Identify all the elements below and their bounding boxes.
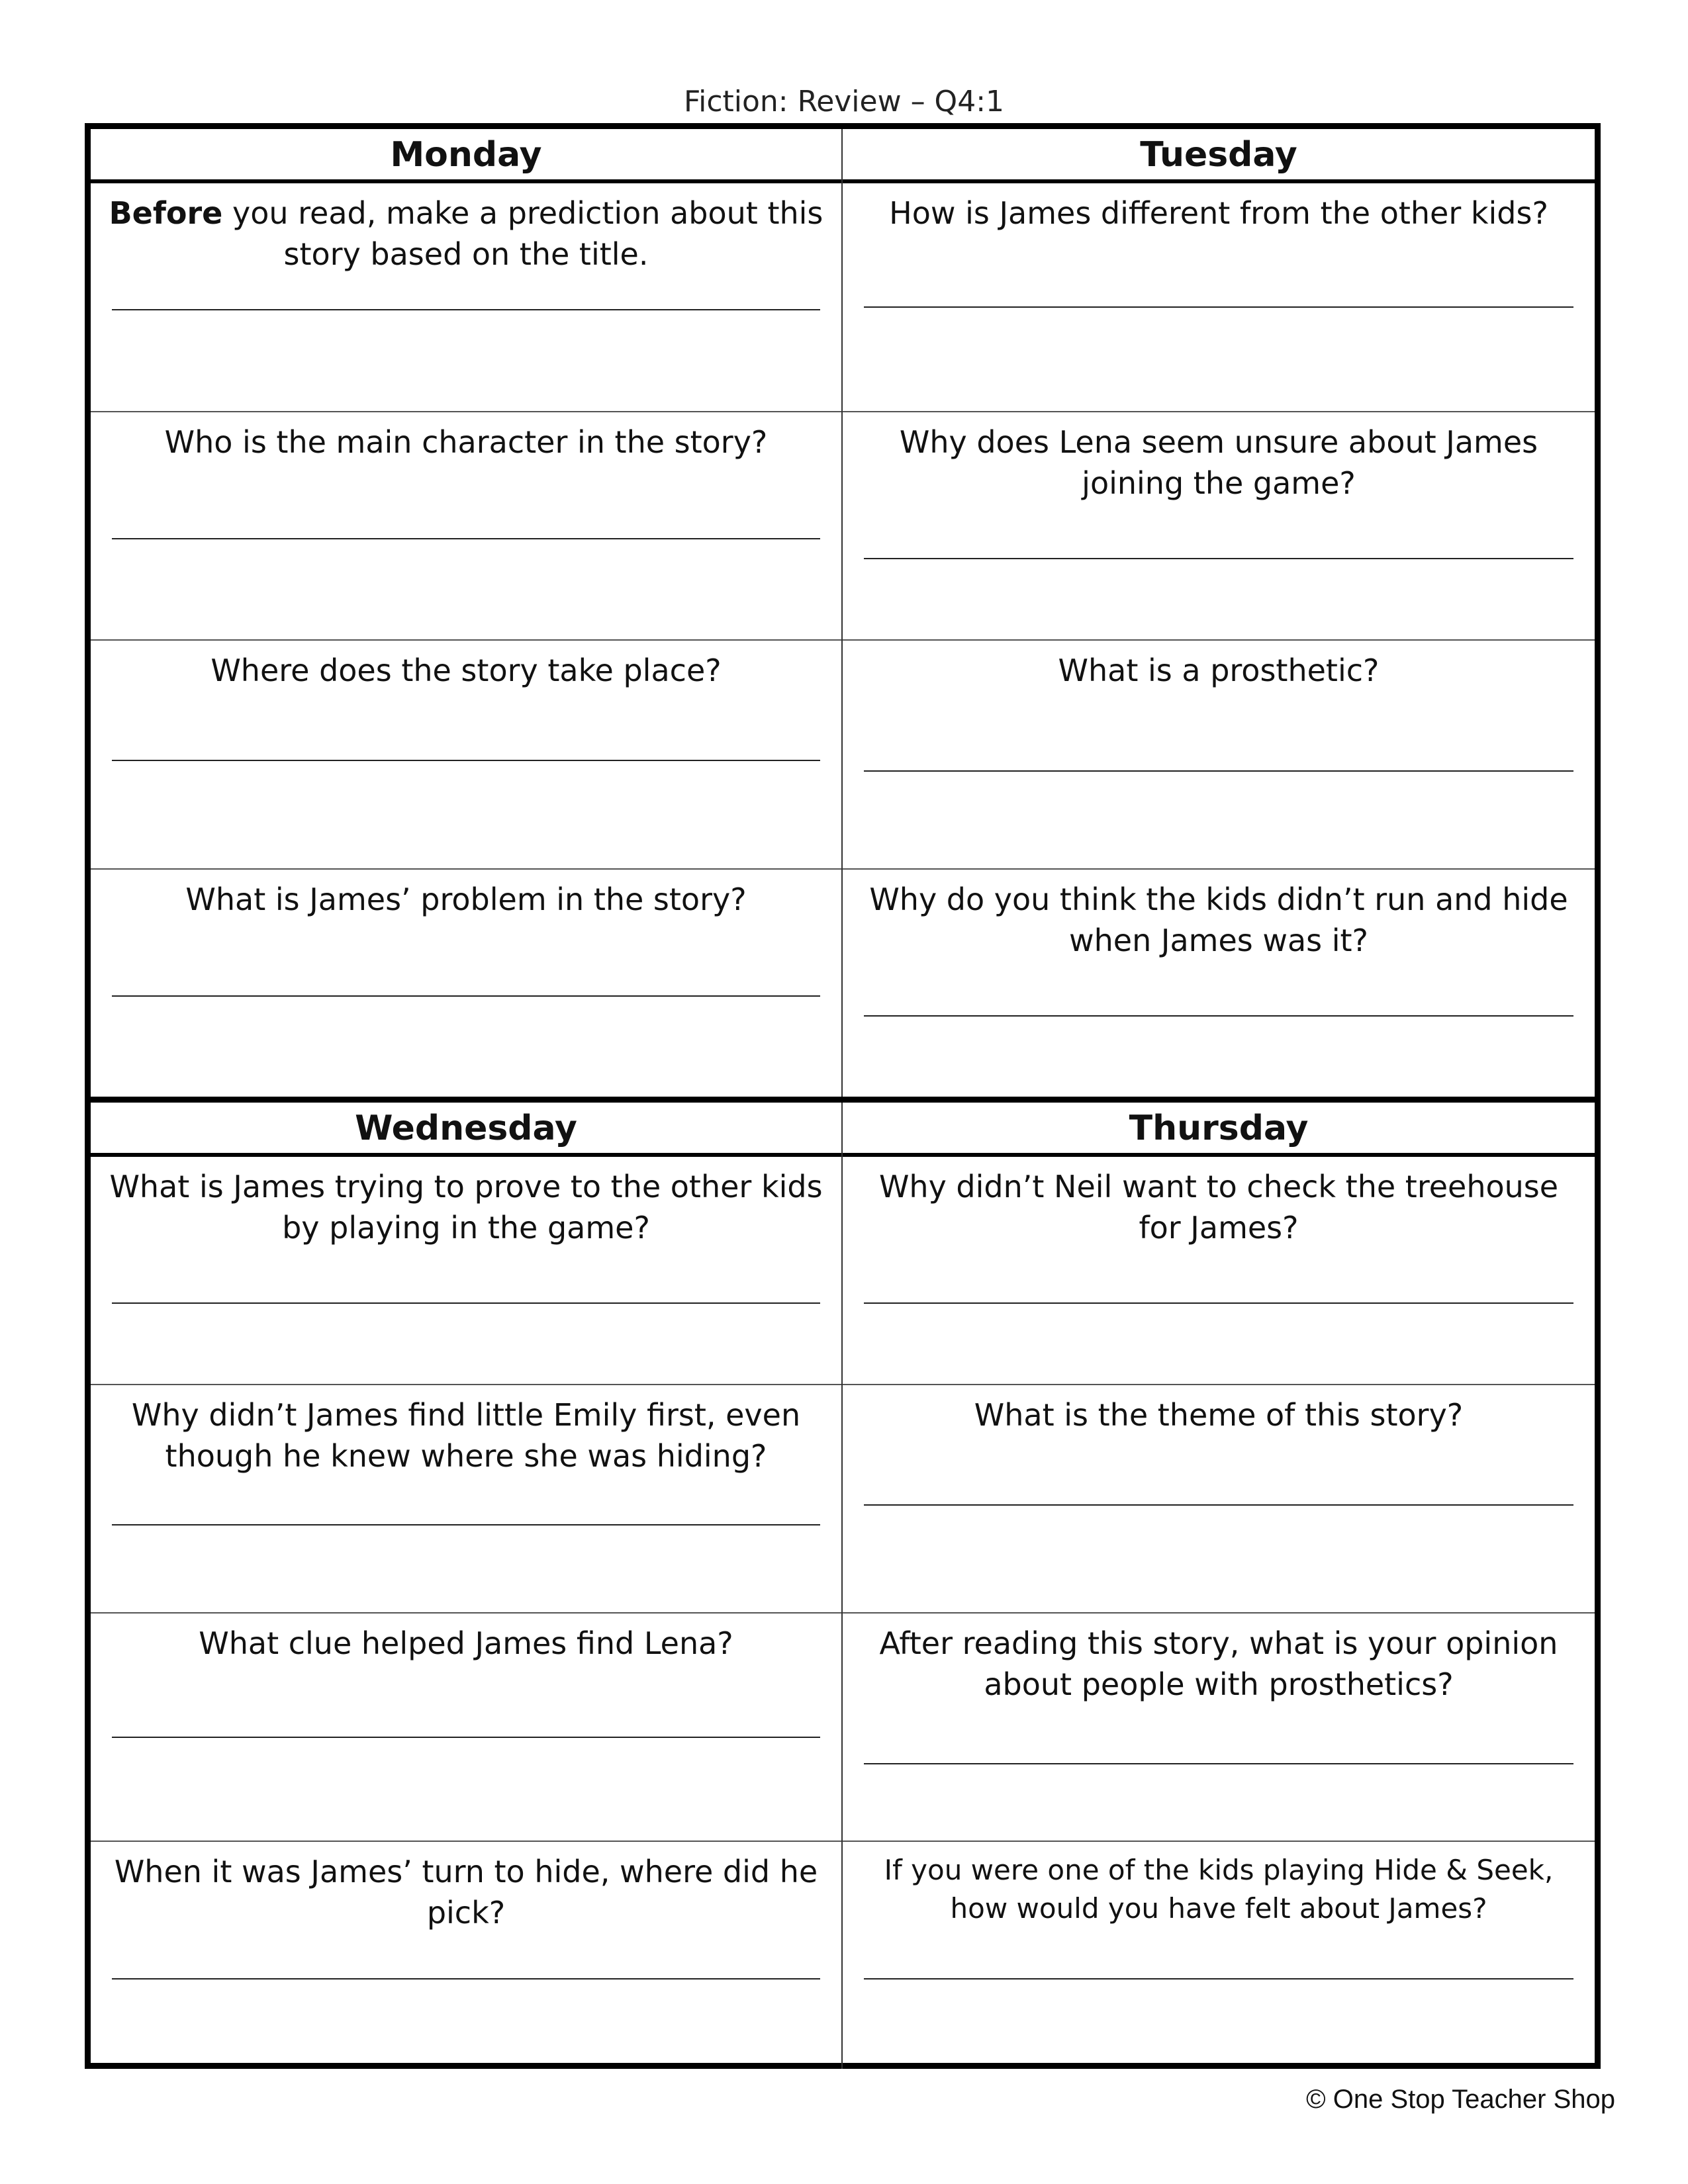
- day-column-monday: [91, 129, 843, 1097]
- question-text: Why does Lena seem unsure about James joining the game?: [899, 424, 1538, 501]
- question-cell: [843, 1842, 1595, 2069]
- day-column-thursday: [843, 1103, 1595, 2069]
- answer-line[interactable]: [112, 309, 820, 310]
- question-cell: [843, 1614, 1595, 1842]
- question-cell: [843, 641, 1595, 870]
- question-cell: [91, 870, 841, 1097]
- question-text: Who is the main character in the story?: [164, 424, 768, 460]
- question-cell: [91, 1614, 841, 1842]
- day-header-tuesday: Tuesday: [843, 129, 1595, 183]
- question-text: What is James trying to prove to the other kids by playing in the game?: [109, 1169, 823, 1246]
- question-text: After reading this story, what is your opinion about people with prosthetics?: [879, 1625, 1558, 1702]
- question-cell: [843, 1385, 1595, 1614]
- question-text: Why do you think the kids didn’t run and hide when James was it?: [869, 881, 1568, 958]
- question-text: What is a prosthetic?: [1058, 653, 1380, 688]
- question-text: How is James different from the other kids?: [889, 195, 1548, 231]
- day-column-tuesday: [843, 129, 1595, 1097]
- answer-line[interactable]: [864, 770, 1573, 772]
- week-section-top: [91, 129, 1595, 1097]
- question-cell: [843, 870, 1595, 1097]
- answer-line[interactable]: [864, 1978, 1573, 1979]
- question-text: Why didn’t Neil want to check the treehouse for James?: [878, 1169, 1559, 1246]
- question-text: When it was James’ turn to hide, where did he pick?: [114, 1854, 818, 1931]
- answer-line[interactable]: [864, 1504, 1573, 1506]
- day-column-wednesday: [91, 1103, 843, 2069]
- answer-line[interactable]: [864, 1763, 1573, 1764]
- answer-line[interactable]: [112, 1737, 820, 1738]
- question-bold-prefix: Before: [109, 195, 223, 231]
- question-cell: [843, 1157, 1595, 1385]
- question-text: What is the theme of this story?: [974, 1397, 1464, 1433]
- review-grid: [85, 123, 1601, 2069]
- question-cell: [91, 1385, 841, 1614]
- question-text: What is James’ problem in the story?: [185, 881, 747, 917]
- answer-line[interactable]: [112, 1302, 820, 1304]
- copyright-notice: © One Stop Teacher Shop: [1306, 2085, 1615, 2114]
- question-text: Where does the story take place?: [211, 653, 722, 688]
- answer-line[interactable]: [864, 1302, 1573, 1304]
- question-cell: [91, 1157, 841, 1385]
- day-header-thursday: Thursday: [843, 1103, 1595, 1157]
- question-text: If you were one of the kids playing Hide & Seek, how would you have felt about James?: [884, 1854, 1554, 1925]
- question-text: What clue helped James find Lena?: [199, 1625, 733, 1661]
- answer-line[interactable]: [112, 538, 820, 539]
- answer-line[interactable]: [864, 558, 1573, 559]
- answer-line[interactable]: [112, 1978, 820, 1979]
- answer-line[interactable]: [112, 1524, 820, 1525]
- question-cell: [91, 183, 841, 412]
- question-cell: [843, 412, 1595, 641]
- answer-line[interactable]: [112, 760, 820, 761]
- answer-line[interactable]: [864, 1015, 1573, 1017]
- question-cell: [843, 183, 1595, 412]
- question-text: Why didn’t James find little Emily first, even though he knew where she was hiding?: [131, 1397, 801, 1474]
- day-header-monday: Monday: [91, 129, 841, 183]
- question-cell: [91, 641, 841, 870]
- page-title: Fiction: Review – Q4:1: [683, 85, 1005, 118]
- answer-line[interactable]: [864, 306, 1573, 308]
- week-section-bottom: [91, 1097, 1595, 2069]
- question-text: Before you read, make a prediction about this story based on the title.: [109, 195, 823, 272]
- day-header-wednesday: Wednesday: [91, 1103, 841, 1157]
- question-cell: [91, 1842, 841, 2069]
- question-cell: [91, 412, 841, 641]
- answer-line[interactable]: [112, 995, 820, 997]
